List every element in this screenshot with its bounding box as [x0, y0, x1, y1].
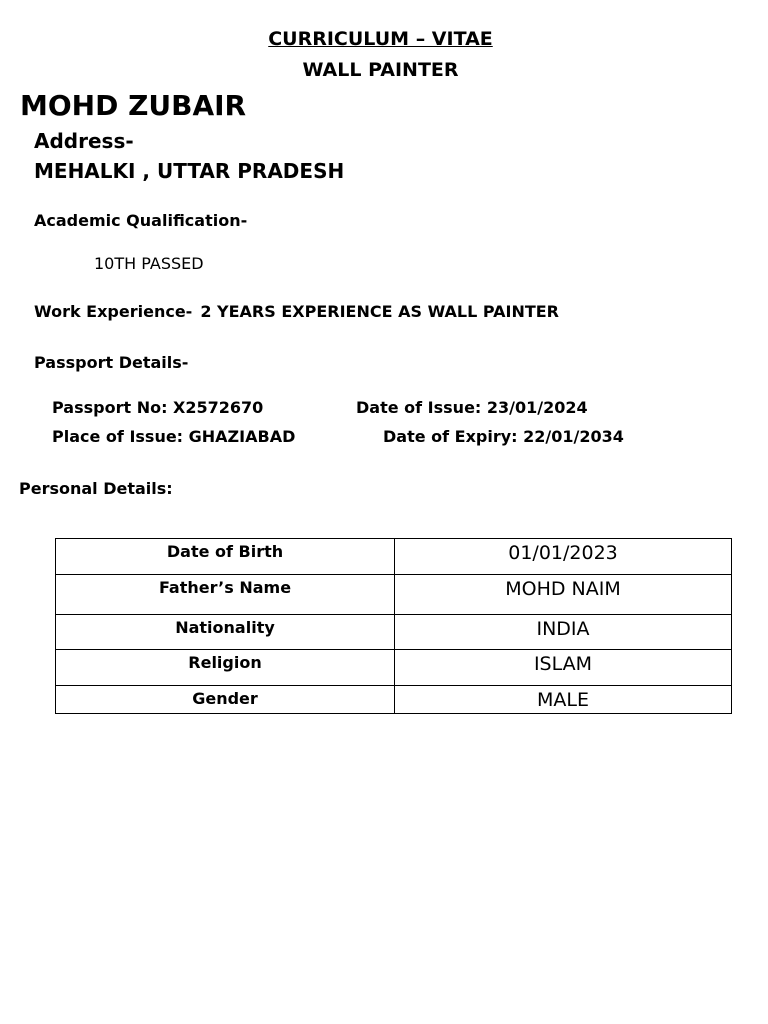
table-row	[56, 539, 732, 575]
academic-qualification-label: Academic Qualification-	[34, 211, 248, 230]
table-cell-label: Religion	[56, 650, 395, 686]
candidate-name: MOHD ZUBAIR	[20, 89, 247, 122]
document-subtitle: WALL PAINTER	[302, 59, 459, 81]
passport-place-of-issue: Place of Issue: GHAZIABAD	[52, 427, 296, 446]
table-row	[56, 686, 732, 714]
table-cell-value: ISLAM	[395, 650, 732, 686]
personal-details-label: Personal Details:	[19, 479, 173, 498]
work-experience-label: Work Experience-	[34, 302, 193, 321]
document-title: CURRICULUM – VITAE	[268, 28, 493, 50]
work-experience-line	[34, 302, 559, 321]
personal-details-table	[55, 538, 732, 714]
table-cell-label: Nationality	[56, 615, 395, 650]
passport-date-of-issue: Date of Issue: 23/01/2024	[356, 398, 588, 417]
academic-qualification-value: 10TH PASSED	[94, 254, 204, 273]
address-value: MEHALKI , UTTAR PRADESH	[34, 159, 345, 183]
passport-number: Passport No: X2572670	[52, 398, 264, 417]
table-cell-value: MALE	[395, 686, 732, 714]
passport-details-label: Passport Details-	[34, 353, 189, 372]
table-cell-label: Gender	[56, 686, 395, 714]
work-experience-value: 2 YEARS EXPERIENCE AS WALL PAINTER	[200, 302, 559, 321]
table-row	[56, 575, 732, 615]
table-row	[56, 615, 732, 650]
table-row	[56, 650, 732, 686]
table-cell-value: INDIA	[395, 615, 732, 650]
table-cell-label: Date of Birth	[56, 539, 395, 575]
passport-date-of-expiry: Date of Expiry: 22/01/2034	[383, 427, 624, 446]
table-cell-value: 01/01/2023	[395, 539, 732, 575]
table-cell-value: MOHD NAIM	[395, 575, 732, 615]
address-label: Address-	[34, 129, 134, 153]
table-cell-label: Father’s Name	[56, 575, 395, 615]
